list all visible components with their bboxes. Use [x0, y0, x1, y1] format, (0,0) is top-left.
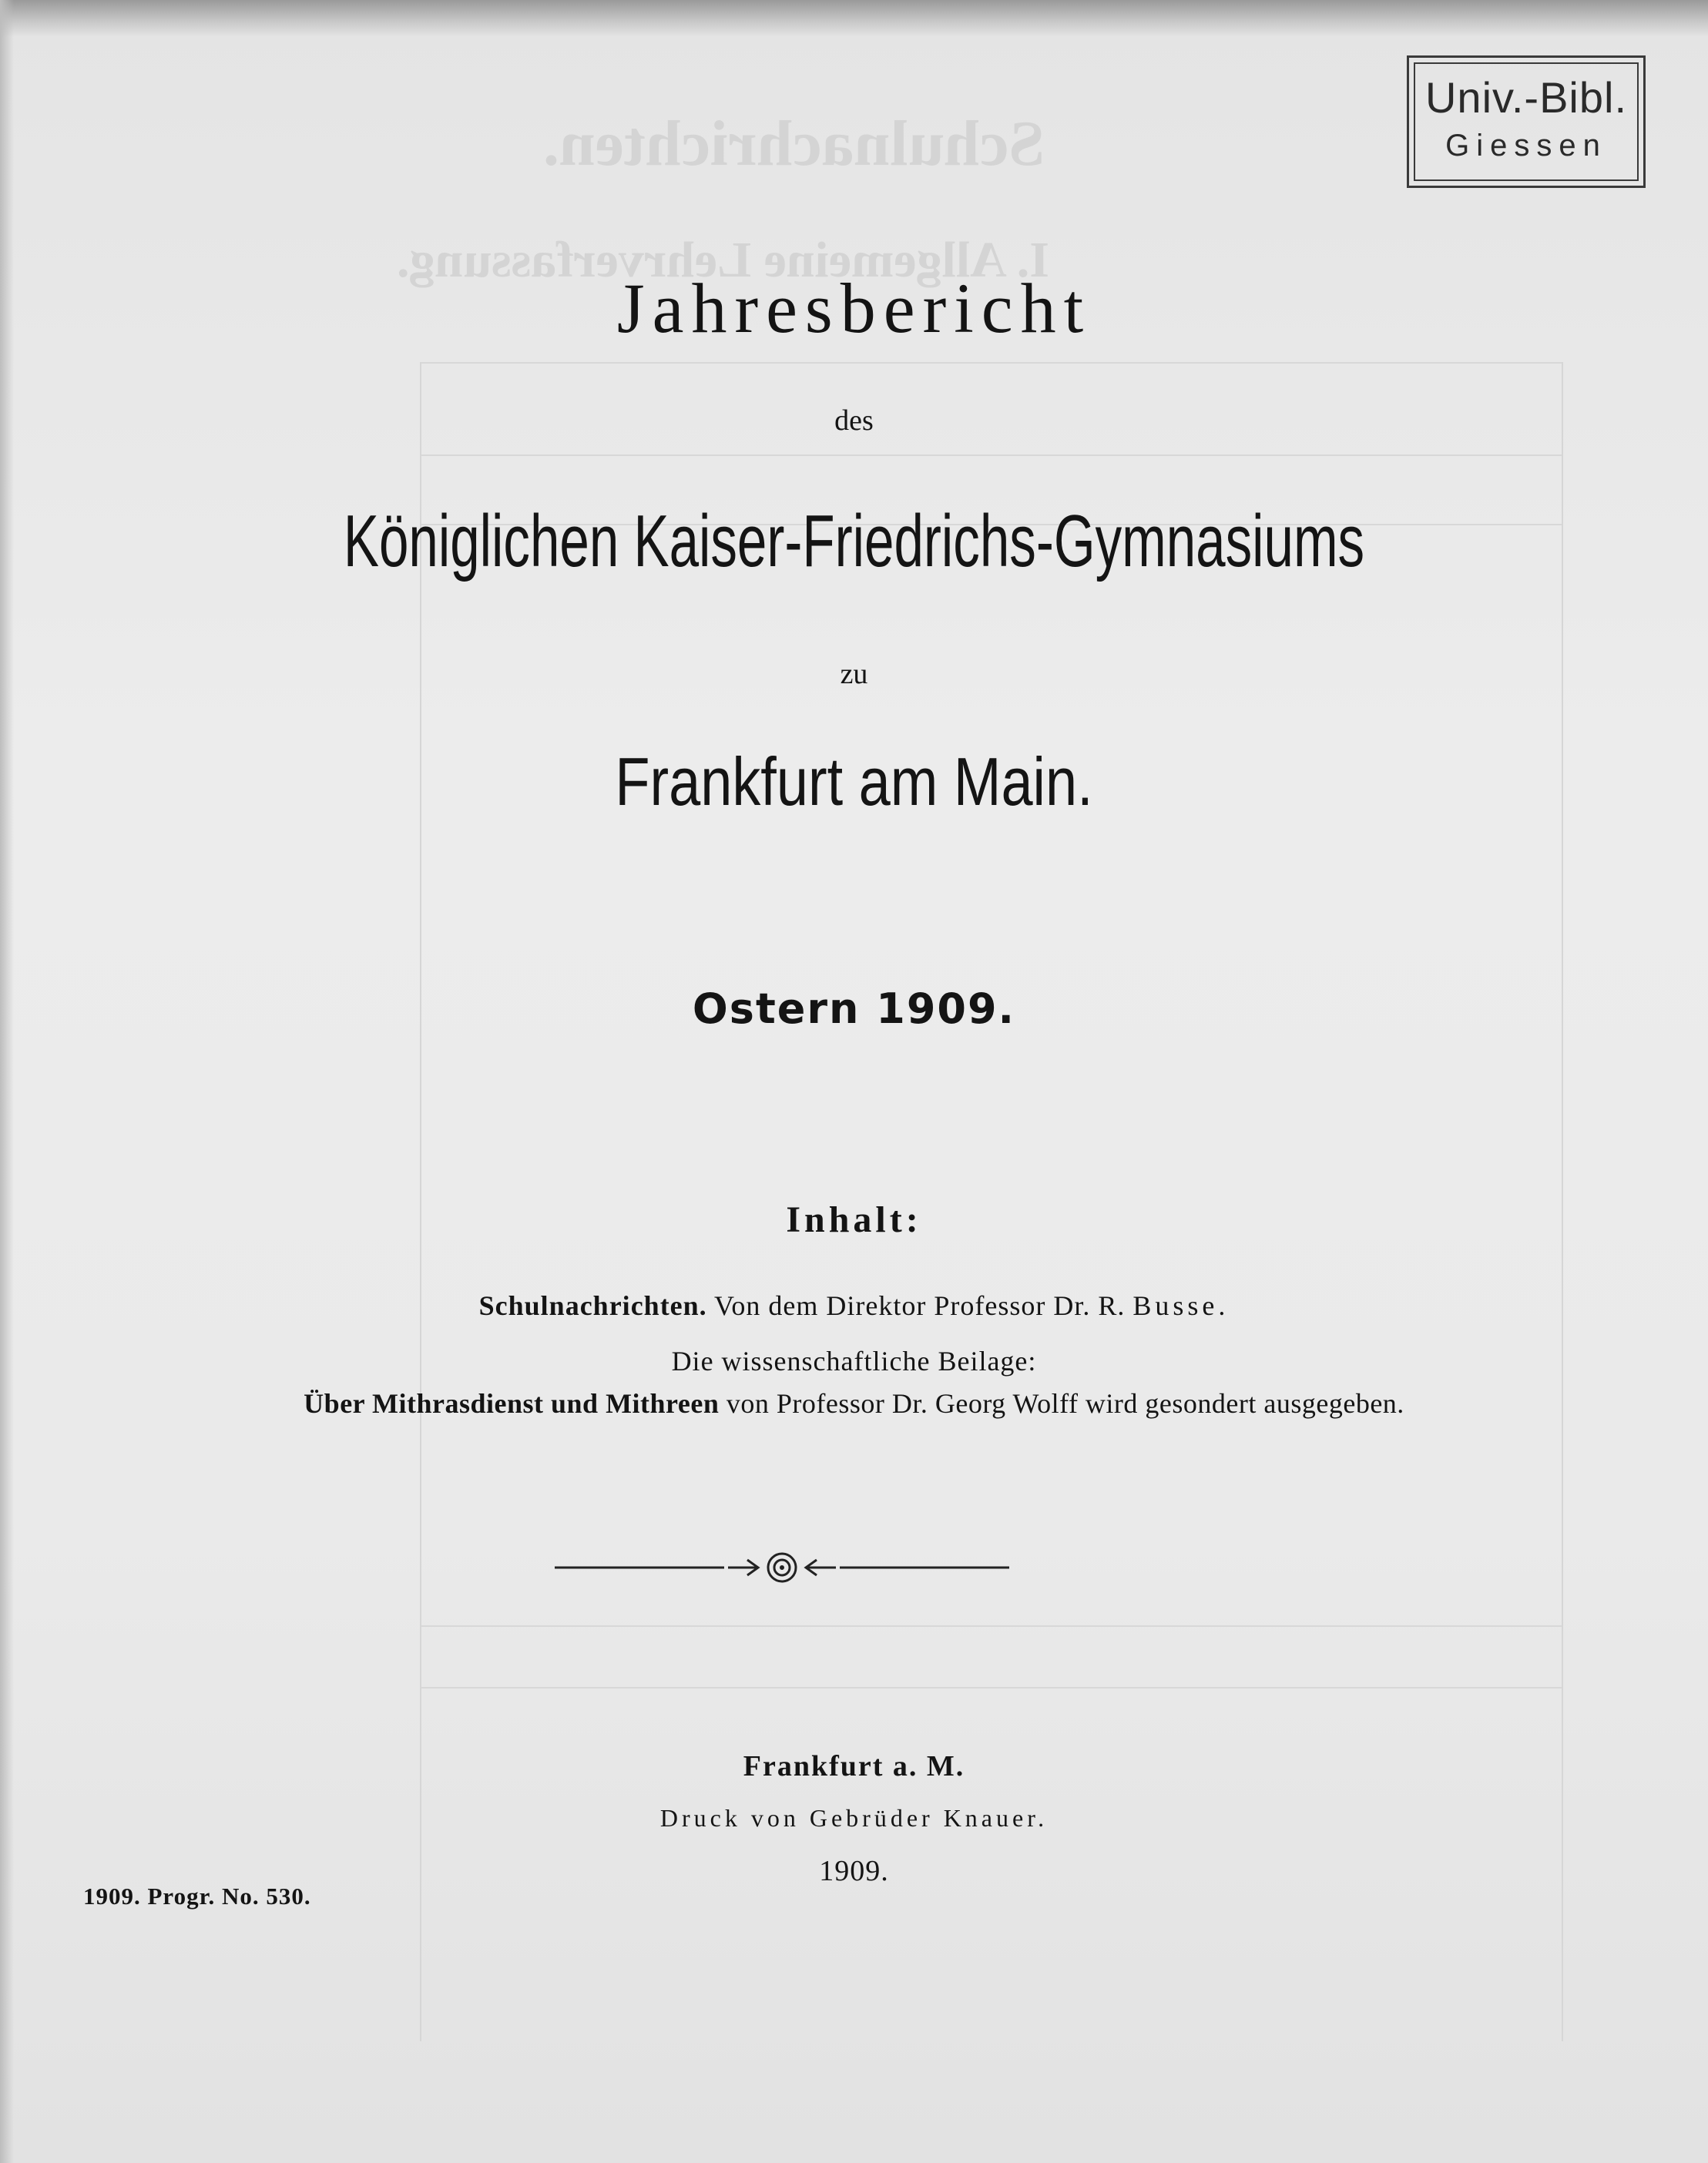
stamp-line-library: Univ.-Bibl. — [1424, 73, 1627, 122]
contents-heading: Inhalt: — [786, 1199, 922, 1240]
title-institution: Königlichen Kaiser-Friedrichs-Gymnasiums — [343, 500, 1365, 582]
scan-edge-top — [0, 0, 1708, 37]
contents-item-1-author: Von dem Direktor Professor Dr. R. — [714, 1290, 1126, 1321]
contents-item-3 — [0, 1384, 1708, 1423]
title-des: des — [834, 404, 874, 437]
library-stamp — [1407, 55, 1646, 188]
imprint-place: Frankfurt a. M. — [743, 1750, 965, 1782]
title-zu: zu — [840, 658, 868, 690]
contents-item-2: Die wissenschaftliche Beilage: — [671, 1346, 1037, 1377]
ornament-divider — [555, 1546, 1009, 1589]
bleed-through-subheading: I. Allgemeine Lehrverfassung. — [397, 232, 1049, 288]
title-main: Jahresbericht — [616, 269, 1092, 347]
contents-item-1 — [0, 1286, 1708, 1325]
program-number: 1909. Progr. No. 530. — [83, 1883, 311, 1910]
contents-item-1-title: Schulnachrichten. — [478, 1290, 707, 1321]
contents-item-1-name: Busse. — [1133, 1290, 1230, 1321]
title-occasion: Ostern 1909. — [692, 984, 1016, 1033]
title-city: Frankfurt am Main. — [615, 743, 1093, 820]
stamp-line-city: Giessen — [1445, 129, 1607, 163]
imprint-year: 1909. — [819, 1855, 889, 1887]
contents-item-3-title: Über Mithrasdienst und Mithreen — [304, 1388, 720, 1419]
bleed-through-heading: Schulnachrichten. — [543, 108, 1045, 179]
imprint-printer: Druck von Gebrüder Knauer. — [659, 1804, 1049, 1832]
contents-item-3-rest: von Professor Dr. Georg Wolff wird gesondert ausgegeben. — [726, 1388, 1404, 1419]
